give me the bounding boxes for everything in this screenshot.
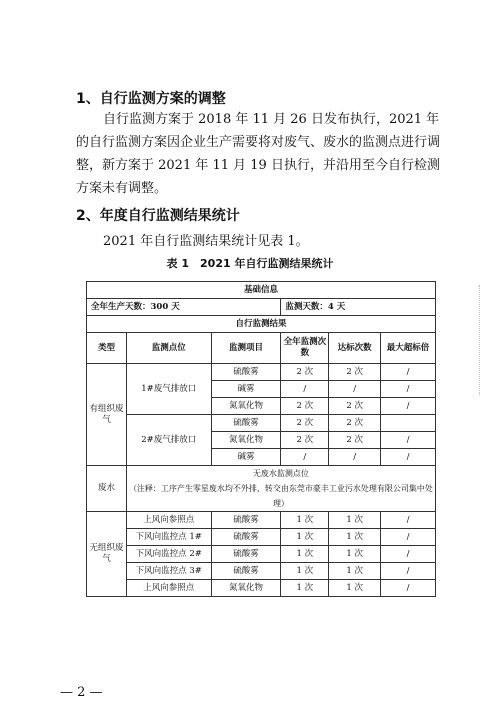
point-cell: 上风向参照点	[126, 580, 211, 597]
item-cell: 硫酸雾	[211, 512, 281, 529]
ok-cell: 2 次	[329, 398, 381, 415]
column-header: 最大超标倍	[381, 333, 436, 364]
table-row	[87, 546, 436, 563]
ok-cell: 2 次	[329, 364, 381, 381]
section-2-intro: 2021 年自行监测结果统计见表 1。	[103, 234, 309, 249]
page-number: — 2 —	[60, 685, 103, 700]
item-cell: 硫酸雾	[211, 415, 281, 432]
section-1-heading: 1、自行监测方案的调整	[76, 91, 226, 107]
table-header-row	[87, 333, 436, 364]
max-cell: /	[381, 563, 436, 580]
monitoring-days: 监测天数：4 天	[281, 299, 436, 316]
ok-cell: 1 次	[329, 512, 381, 529]
count-cell: 1 次	[281, 529, 329, 546]
type-cell: 有组织废气	[87, 364, 127, 466]
ok-cell: /	[329, 381, 381, 398]
item-cell: 硫酸雾	[211, 364, 281, 381]
max-cell: /	[381, 546, 436, 563]
column-header: 类型	[87, 333, 127, 364]
table-row	[87, 299, 436, 316]
table-row	[87, 529, 436, 546]
table-row	[87, 512, 436, 529]
max-cell: /	[381, 381, 436, 398]
ok-cell: 1 次	[329, 580, 381, 597]
max-cell: /	[381, 398, 436, 415]
table-row	[87, 364, 436, 381]
item-cell: 氮氧化物	[211, 398, 281, 415]
count-cell: 2 次	[281, 415, 329, 432]
ok-cell: 1 次	[329, 529, 381, 546]
table-row	[87, 563, 436, 580]
table-row	[87, 580, 436, 597]
point-cell: 下风向监控点 2#	[126, 546, 211, 563]
item-cell: 碱雾	[211, 381, 281, 398]
max-cell	[381, 415, 436, 432]
results-header: 自行监测结果	[87, 316, 436, 333]
ok-cell: 2 次	[329, 415, 381, 432]
table-row	[87, 415, 436, 432]
table-row	[87, 282, 436, 299]
column-header: 达标次数	[329, 333, 381, 364]
table-row	[87, 316, 436, 333]
count-cell: 1 次	[281, 563, 329, 580]
column-header: 监测点位	[126, 333, 211, 364]
item-cell: 氮氧化物	[211, 580, 281, 597]
item-cell: 硫酸雾	[211, 546, 281, 563]
item-cell: 碱雾	[211, 449, 281, 466]
wastewater-note-cell	[126, 466, 435, 512]
section-1-paragraph: 自行监测方案于 2018 年 11 月 26 日发布执行，2021 年的自行监测方案因企业生产需要将对废气、废水的监测点进行调整，新方案于 2021 年 11 月 19 日执行，并沿用至今自行检测方案未有调整。	[76, 112, 441, 196]
item-cell: 氮氧化物	[211, 432, 281, 449]
point-cell: 2#废气排放口	[126, 415, 211, 466]
production-days: 全年生产天数：300 天	[87, 299, 281, 316]
point-cell: 下风向监控点 1#	[126, 529, 211, 546]
table-row	[87, 466, 436, 512]
type-cell: 废水	[87, 466, 127, 512]
max-cell: /	[381, 512, 436, 529]
seal-stamp-fragment	[479, 285, 498, 395]
count-cell: 2 次	[281, 398, 329, 415]
ok-cell: 1 次	[329, 546, 381, 563]
type-cell: 无组织废气	[87, 512, 127, 597]
point-cell: 上风向参照点	[126, 512, 211, 529]
item-cell: 硫酸雾	[211, 563, 281, 580]
column-header: 全年监测次数	[281, 333, 329, 364]
count-cell: 1 次	[281, 546, 329, 563]
wastewater-note: （注释：工序产生零星废水均不外排，转交由东莞市豪丰工业污水处理有限公司集中处理）	[128, 484, 433, 508]
count-cell: 1 次	[281, 512, 329, 529]
max-cell: /	[381, 580, 436, 597]
count-cell: 1 次	[281, 580, 329, 597]
table-caption: 表 1 2021 年自行监测结果统计	[166, 257, 334, 270]
point-cell: 1#废气排放口	[126, 364, 211, 415]
count-cell: 2 次	[281, 432, 329, 449]
ok-cell: /	[329, 449, 381, 466]
count-cell: /	[281, 449, 329, 466]
count-cell: /	[281, 381, 329, 398]
section-2-heading: 2、年度自行监测结果统计	[76, 208, 240, 224]
point-cell: 下风向监控点 3#	[126, 563, 211, 580]
ok-cell: 1 次	[329, 563, 381, 580]
max-cell: /	[381, 529, 436, 546]
max-cell: /	[381, 364, 436, 381]
basic-info-header: 基础信息	[87, 282, 436, 299]
wastewater-title: 无废水监测点位	[252, 469, 309, 478]
column-header: 监测项目	[211, 333, 281, 364]
count-cell: 2 次	[281, 364, 329, 381]
max-cell: /	[381, 449, 436, 466]
ok-cell: 2 次	[329, 432, 381, 449]
max-cell: /	[381, 432, 436, 449]
monitoring-results-table	[86, 281, 436, 597]
item-cell: 硫酸雾	[211, 529, 281, 546]
